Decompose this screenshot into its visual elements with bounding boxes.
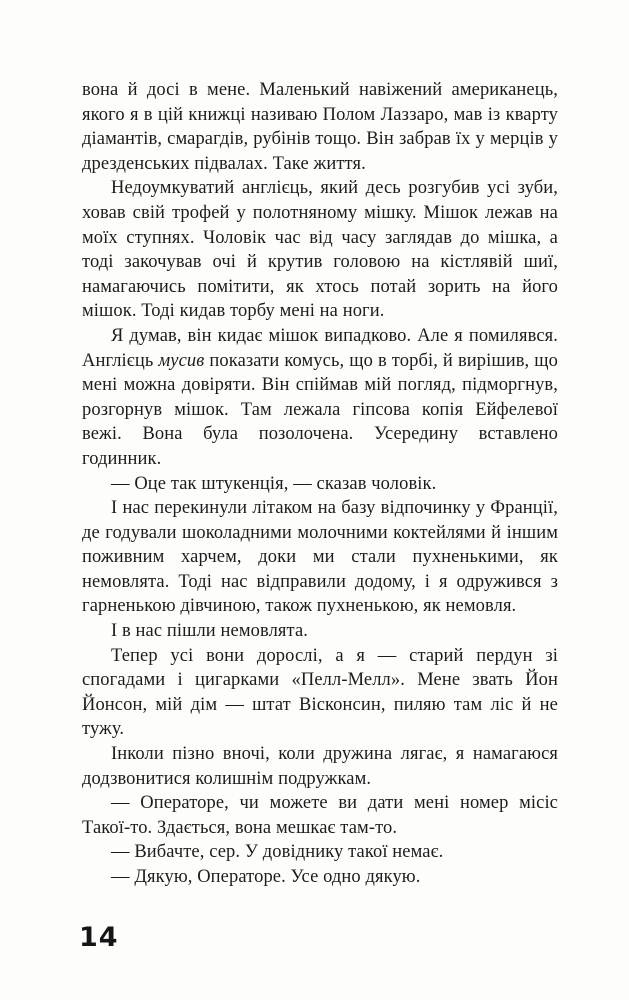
paragraph: І нас перекинули літаком на базу відпочинку у Франції, де годували шоколадними молочними коктейлями й іншим поживним харчем, доки ми стали пухненькими, як немовлята. Тоді нас відправили додому, і я одружився з гарненькою дівчиною, також пухненькою, як немовля. — [82, 498, 558, 617]
dialogue-line: — Дякую, Операторе. Усе одно дякую. — [111, 867, 421, 887]
paragraph-text: Я думав, він кидає мішок випадково. Але я помилявся. Англієць — [82, 325, 558, 371]
dialogue-line: — Вибачте, сер. У довіднику такої немає. — [111, 842, 444, 863]
paragraph: І в нас пішли немовлята. — [111, 621, 308, 642]
paragraph — [82, 324, 558, 472]
page-text — [82, 78, 558, 890]
paragraph: Інколи пізно вночі, коли дружина лягає, я намагаюся додзвонитися колишнім подружкам. — [82, 744, 558, 789]
paragraph: Тепер усі вони дорослі, а я — старий пердун зі спогадами і цигарками «Пелл-Мелл». Мене звать Йон Йонсон, мій дім — штат Вісконсин, пиляю там ліс й не тужу. — [82, 645, 558, 740]
dialogue-line: — Операторе, чи можете ви дати мені номер місіс Такої-то. Здається, вона мешкає там-то. — [82, 793, 558, 838]
page-number: 14 — [79, 922, 119, 953]
paragraph: вона й досі в мене. Маленький навіжений американець, якого я в цій книжці називаю Полом Лаззаро, мав із кварту діамантів, смарагдів, рубінів тощо. Він забрав їх у мерців у дрезденських підвалах. Таке життя. — [82, 80, 558, 174]
paragraph: Недоумкуватий англієць, який десь розгубив усі зуби, ховав свій трофей у полотняному мішку. Мішок лежав на моїх ступнях. Чоловік час від часу заглядав до мішка, а тоді закочував очі й крутив головою на кістлявій шиї, намагаючись помітити, як хтось потай зорить на його мішок. Тоді кидав торбу мені на ноги. — [82, 178, 558, 322]
paragraph-text: показати комусь, що в торбі, й вирішив, що мені можна довіряти. Він спіймав мій погляд, підморгнув, розгорнув мішок. Там лежала гіпсова копія Ейфелевої вежі. Вона була позолочена. Усередину вставлено годинник. — [82, 350, 559, 469]
dialogue-line: — Оце так штукенція, — сказав чоловік. — [111, 473, 437, 494]
emphasized-word: мусив — [158, 350, 205, 371]
